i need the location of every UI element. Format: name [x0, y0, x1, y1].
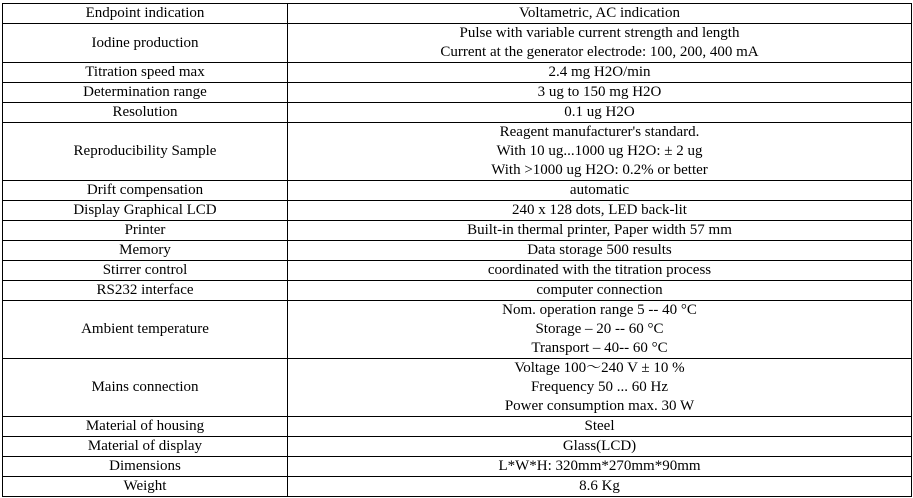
- spec-value: [288, 301, 912, 359]
- spec-label: Drift compensation: [3, 181, 288, 201]
- spec-value: [288, 477, 912, 497]
- spec-value: [288, 201, 912, 221]
- spec-label: Material of housing: [3, 417, 288, 437]
- spec-value: [288, 24, 912, 63]
- spec-label: Display Graphical LCD: [3, 201, 288, 221]
- spec-value: [288, 181, 912, 201]
- table-row: [3, 457, 912, 477]
- spec-value-line: automatic: [569, 182, 630, 198]
- spec-label: Mains connection: [3, 359, 288, 417]
- spec-value-line: 2.4 mg H2O/min: [548, 64, 651, 80]
- spec-value-line: With >1000 ug H2O: 0.2% or better: [491, 162, 708, 178]
- table-row: [3, 301, 912, 359]
- spec-value-line: 0.1 ug H2O: [564, 104, 635, 120]
- table-row: [3, 201, 912, 221]
- spec-value-line: 3 ug to 150 mg H2O: [537, 84, 662, 100]
- spec-value: [288, 359, 912, 417]
- spec-label: Stirrer control: [3, 261, 288, 281]
- spec-value-line: Current at the generator electrode: 100, 200, 400 mA: [440, 44, 759, 60]
- spec-value: [288, 457, 912, 477]
- spec-value: [288, 417, 912, 437]
- spec-value-line: L*W*H: 320mm*270mm*90mm: [498, 458, 701, 474]
- spec-label: Ambient temperature: [3, 301, 288, 359]
- table-row: [3, 477, 912, 497]
- table-row: [3, 359, 912, 417]
- spec-label: Titration speed max: [3, 63, 288, 83]
- spec-value-line: Data storage 500 results: [527, 242, 672, 258]
- spec-value-line: Glass(LCD): [562, 438, 637, 454]
- spec-value-line: coordinated with the titration process: [487, 262, 712, 278]
- table-row: [3, 4, 912, 24]
- table-row: [3, 123, 912, 181]
- spec-value-line: 240 x 128 dots, LED back-lit: [512, 202, 687, 218]
- spec-label: Printer: [3, 221, 288, 241]
- specification-table: [2, 3, 912, 497]
- table-row: [3, 83, 912, 103]
- spec-value: [288, 63, 912, 83]
- spec-value-line: Power consumption max. 30 W: [504, 398, 695, 414]
- table-row: [3, 241, 912, 261]
- spec-label: Determination range: [3, 83, 288, 103]
- spec-label: Reproducibility Sample: [3, 123, 288, 181]
- spec-value: [288, 123, 912, 181]
- spec-label: Iodine production: [3, 24, 288, 63]
- spec-value-line: Nom. operation range 5 -- 40 °C: [502, 302, 697, 318]
- table-row: [3, 63, 912, 83]
- spec-value: [288, 4, 912, 24]
- spec-value: [288, 261, 912, 281]
- spec-label: Endpoint indication: [3, 4, 288, 24]
- spec-value-line: Storage – 20 -- 60 °C: [535, 321, 664, 337]
- spec-value: [288, 437, 912, 457]
- spec-value-line: Transport – 40-- 60 °C: [531, 340, 668, 356]
- spec-value: [288, 221, 912, 241]
- specification-table-body: [3, 4, 912, 497]
- table-row: [3, 103, 912, 123]
- spec-value: [288, 83, 912, 103]
- table-row: [3, 181, 912, 201]
- spec-value-line: 8.6 Kg: [579, 478, 620, 494]
- spec-label: RS232 interface: [3, 281, 288, 301]
- spec-value-line: Voltametric, AC indication: [519, 5, 680, 21]
- spec-value-line: With 10 ug...1000 ug H2O: ± 2 ug: [496, 143, 703, 159]
- spec-value-line: Reagent manufacturer's standard.: [499, 124, 700, 140]
- table-row: [3, 221, 912, 241]
- spec-label: Weight: [3, 477, 288, 497]
- table-row: [3, 261, 912, 281]
- spec-value-line: Built-in thermal printer, Paper width 57 mm: [467, 222, 732, 238]
- table-row: [3, 281, 912, 301]
- spec-value-line: computer connection: [536, 282, 663, 298]
- spec-label: Material of display: [3, 437, 288, 457]
- spec-label: Resolution: [3, 103, 288, 123]
- spec-value: [288, 241, 912, 261]
- table-row: [3, 417, 912, 437]
- spec-value-line: Frequency 50 ... 60 Hz: [530, 379, 669, 395]
- spec-label: Dimensions: [3, 457, 288, 477]
- spec-value-line: Voltage 100～240 V ± 10 %: [514, 360, 685, 376]
- spec-value: [288, 281, 912, 301]
- spec-value-line: Pulse with variable current strength and length: [459, 25, 740, 41]
- spec-label: Memory: [3, 241, 288, 261]
- spec-value-line: Steel: [584, 418, 615, 434]
- table-row: [3, 24, 912, 63]
- spec-value: [288, 103, 912, 123]
- table-row: [3, 437, 912, 457]
